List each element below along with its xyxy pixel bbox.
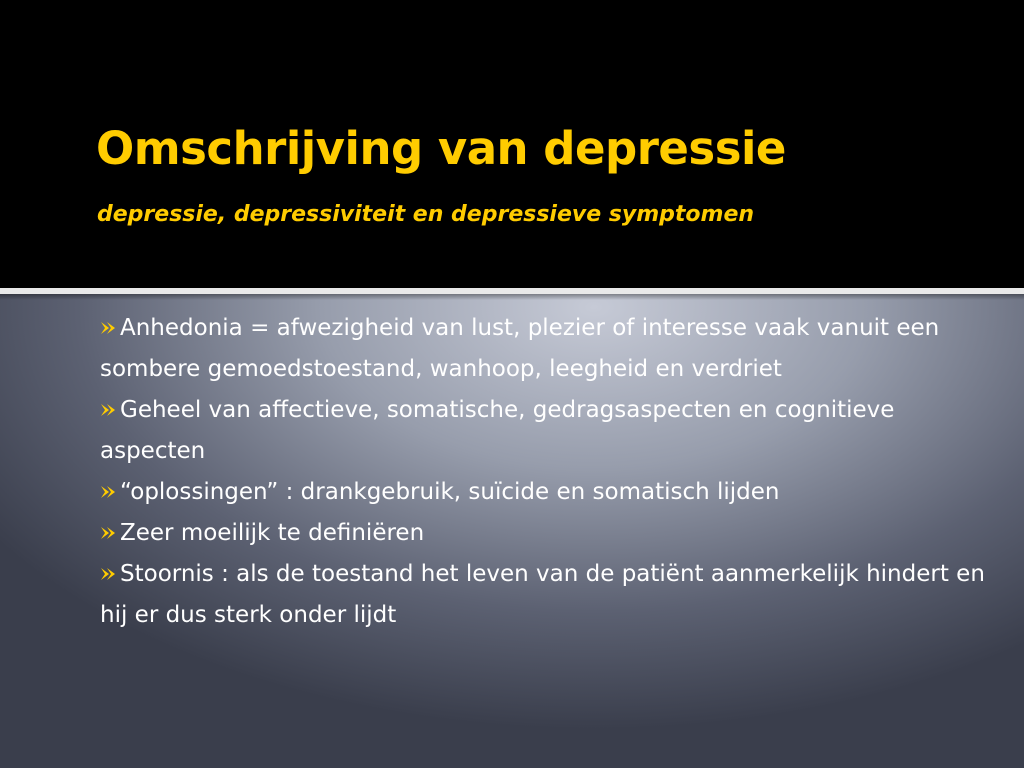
arrow-bullet-icon: [100, 403, 117, 417]
slide-subtitle: depressie, depressiviteit en depressieve symptomen: [97, 202, 755, 227]
bullet-item: [100, 554, 990, 636]
title-divider-shadow: [0, 294, 1024, 300]
bullet-text: Anhedonia = afwezigheid van lust, plezier of interesse vaak vanuit een sombere gemoedstoestand, wanhoop, leegheid en verdriet: [100, 315, 940, 382]
arrow-bullet-icon: [100, 567, 117, 581]
bullet-text: Zeer moeilijk te definiëren: [120, 520, 425, 546]
bullet-item: [100, 308, 990, 390]
bullet-text: Stoornis : als de toestand het leven van de patiënt aanmerkelijk hindert en hij er dus sterk onder lijdt: [100, 561, 985, 628]
bullet-item: [100, 513, 990, 554]
arrow-bullet-icon: [100, 526, 117, 540]
arrow-bullet-icon: [100, 485, 117, 499]
bullet-text: Geheel van affectieve, somatische, gedragsaspecten en cognitieve aspecten: [100, 397, 895, 464]
bullet-item: [100, 390, 990, 472]
slide-title: Omschrijving van depressie: [96, 122, 786, 175]
arrow-bullet-icon: [100, 321, 117, 335]
bullet-item: [100, 472, 990, 513]
bullet-list: [100, 308, 990, 636]
bullet-text: “oplossingen” : drankgebruik, suïcide en somatisch lijden: [120, 479, 780, 505]
